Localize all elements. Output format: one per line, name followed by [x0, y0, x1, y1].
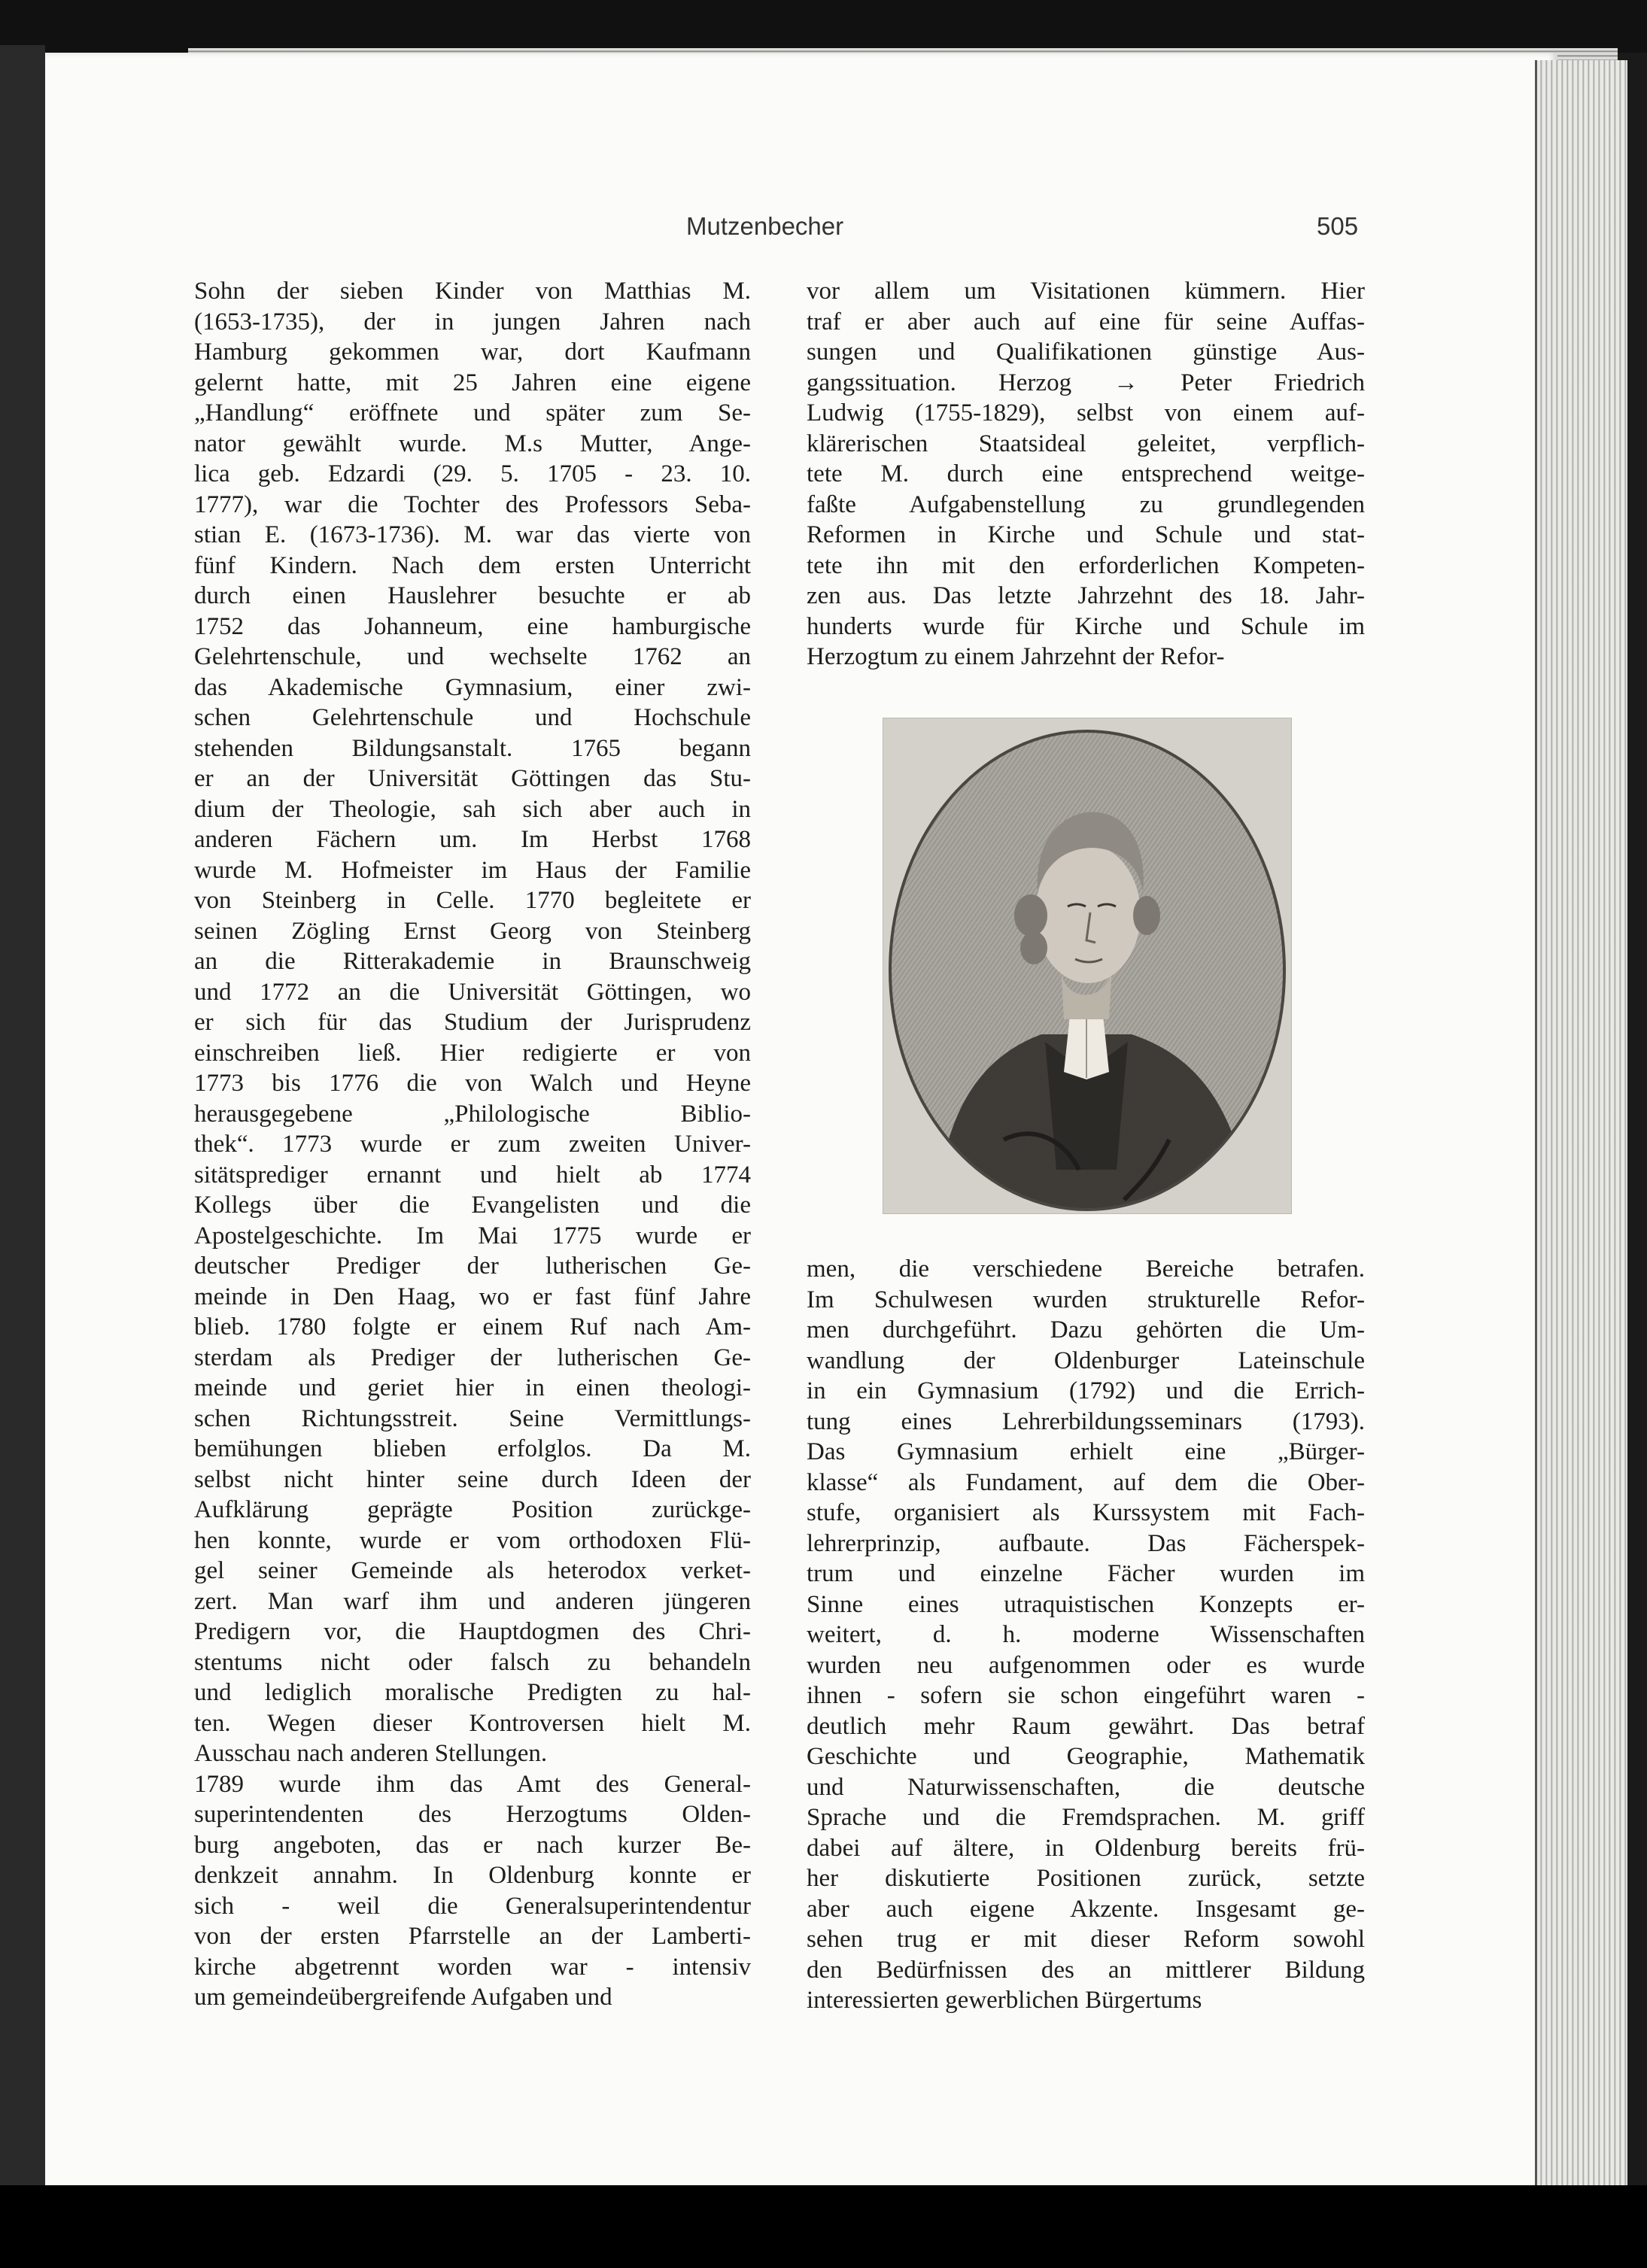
text-line: vor allem um Visitationen kümmern. Hier: [807, 278, 1365, 305]
text-line: klasse“ als Fundament, auf dem die Ober-: [807, 1468, 1365, 1496]
text-line: er sich für das Studium der Jurisprudenz: [194, 1009, 751, 1036]
text-line: anderen Fächern um. Im Herbst 1768: [194, 826, 751, 853]
text-line: stufe, organisiert als Kurssystem mit Fach-: [807, 1499, 1365, 1526]
text-line: Sprache und die Fremdsprachen. M. griff: [807, 1804, 1365, 1831]
scan-background-top: [0, 0, 1647, 53]
text-column-left: [194, 276, 751, 2013]
text-line: das Akademische Gymnasium, einer zwi-: [194, 673, 751, 701]
text-line: wandlung der Oldenburger Lateinschule: [807, 1347, 1365, 1374]
text-line: seinen Zögling Ernst Georg von Steinberg: [194, 917, 751, 945]
text-line: und 1772 an die Universität Göttingen, wo: [194, 978, 751, 1006]
text-line: Im Schulwesen wurden strukturelle Refor-: [807, 1286, 1365, 1313]
text-line: lica geb. Edzardi (29. 5. 1705 - 23. 10.: [194, 460, 751, 487]
text-line: trum und einzelne Fächer wurden im: [807, 1560, 1365, 1587]
text-line: 1752 das Johanneum, eine hamburgische: [194, 612, 751, 640]
text-column-right-bottom: [807, 1254, 1365, 2016]
text-column-right-top: [807, 276, 1365, 673]
page-edges-right: [1535, 60, 1627, 2189]
text-line: in ein Gymnasium (1792) und die Errich-: [807, 1377, 1365, 1404]
text-line: herausgegebene „Philologische Biblio-: [194, 1100, 751, 1128]
text-line: blieb. 1780 folgte er einem Ruf nach Am-: [194, 1313, 751, 1340]
text-line: tete M. durch eine entsprechend weitge-: [807, 460, 1365, 487]
text-line: und lediglich moralische Predigten zu hal-: [194, 1679, 751, 1706]
text-line: ten. Wegen dieser Kontroversen hielt M.: [194, 1709, 751, 1737]
text-line: tung eines Lehrerbildungsseminars (1793).: [807, 1407, 1365, 1435]
text-line: durch einen Hauslehrer besuchte er ab: [194, 582, 751, 609]
text-line: faßte Aufgabenstellung zu grundlegenden: [807, 490, 1365, 518]
text-line: denkzeit annahm. In Oldenburg konnte er: [194, 1862, 751, 1889]
text-line: hen konnte, wurde er vom orthodoxen Flü-: [194, 1526, 751, 1554]
text-line: nator gewählt wurde. M.s Mutter, Ange-: [194, 430, 751, 457]
text-line: gel seiner Gemeinde als heterodox verket-: [194, 1557, 751, 1584]
text-line: 1777), war die Tochter des Professors Seba-: [194, 490, 751, 518]
text-line: sungen und Qualifikationen günstige Aus-: [807, 339, 1365, 366]
text-line: tete ihn mit den erforderlichen Kompeten-: [807, 551, 1365, 579]
text-line: Aufklärung geprägte Position zurückge-: [194, 1496, 751, 1523]
text-line: dium der Theologie, sah sich aber auch in: [194, 795, 751, 823]
text-line: um gemeindeübergreifende Aufgaben und: [194, 1984, 612, 2011]
text-line: Ludwig (1755-1829), selbst von einem auf-: [807, 399, 1365, 427]
portrait-illustration: [883, 718, 1291, 1213]
text-line: hunderts wurde für Kirche und Schule im: [807, 612, 1365, 640]
running-head: Mutzenbecher: [686, 212, 844, 240]
text-line: selbst nicht hinter seine durch Ideen der: [194, 1465, 751, 1493]
text-line: Geschichte und Geographie, Mathematik: [807, 1743, 1365, 1770]
text-line: fünf Kindern. Nach dem ersten Unterricht: [194, 551, 751, 579]
text-line: einschreiben ließ. Hier redigierte er von: [194, 1039, 751, 1067]
text-line: superintendenten des Herzogtums Olden-: [194, 1801, 751, 1828]
text-line: meinde und geriet hier in einen theologi-: [194, 1374, 751, 1401]
text-line: bemühungen blieben erfolglos. Da M.: [194, 1435, 751, 1462]
text-line: Ausschau nach anderen Stellungen.: [194, 1740, 548, 1767]
text-line: aber auch eigene Akzente. Insgesamt ge-: [807, 1895, 1365, 1923]
text-line: stehenden Bildungsanstalt. 1765 begann: [194, 734, 751, 762]
text-line: deutlich mehr Raum gewährt. Das betraf: [807, 1712, 1365, 1740]
text-line: kirche abgetrennt worden war - intensiv: [194, 1953, 751, 1981]
text-line: 1789 wurde ihm das Amt des General-: [194, 1770, 751, 1798]
text-line: Predigern vor, die Hauptdogmen des Chri-: [194, 1618, 751, 1645]
text-line: her diskutierte Positionen zurück, setzte: [807, 1865, 1365, 1892]
text-line: Kollegs über die Evangelisten und die: [194, 1192, 751, 1219]
text-line: interessierten gewerblichen Bürgertums: [807, 1987, 1202, 2014]
text-line: Apostelgeschichte. Im Mai 1775 wurde er: [194, 1222, 751, 1249]
text-line: er an der Universität Göttingen das Stu-: [194, 765, 751, 792]
text-line: Herzogtum zu einem Jahrzehnt der Refor-: [807, 643, 1225, 670]
text-line: men durchgeführt. Dazu gehörten die Um-: [807, 1316, 1365, 1343]
text-line: schen Richtungsstreit. Seine Vermittlungs-: [194, 1404, 751, 1432]
portrait-engraving: [883, 718, 1291, 1213]
text-line: zert. Man warf ihm und anderen jüngeren: [194, 1587, 751, 1615]
text-line: 1773 bis 1776 die von Walch und Heyne: [194, 1070, 751, 1097]
text-line: Das Gymnasium erhielt eine „Bürger-: [807, 1438, 1365, 1465]
text-line: dabei auf ältere, in Oldenburg bereits frü-: [807, 1834, 1365, 1862]
page-number: 505: [1317, 212, 1359, 240]
text-line: stentums nicht oder falsch zu behandeln: [194, 1648, 751, 1676]
text-line: lehrerprinzip, aufbaute. Das Fächerspek-: [807, 1529, 1365, 1557]
text-line: klärerischen Staatsideal geleitet, verpflich-: [807, 430, 1365, 457]
text-line: (1653-1735), der in jungen Jahren nach: [194, 308, 751, 335]
text-line: weitert, d. h. moderne Wissenschaften: [807, 1621, 1365, 1648]
text-line: stian E. (1673-1736). M. war das vierte von: [194, 521, 751, 548]
text-line: sich - weil die Generalsuperintendentur: [194, 1892, 751, 1920]
text-line: Sinne eines utraquistischen Konzepts er-: [807, 1590, 1365, 1618]
text-line: sitätsprediger ernannt und hielt ab 1774: [194, 1161, 751, 1189]
text-line: traf er aber auch auf eine für seine Auffas-: [807, 308, 1365, 335]
text-line: ihnen - sofern sie schon eingeführt waren -: [807, 1682, 1365, 1709]
text-line: an die Ritterakademie in Braunschweig: [194, 948, 751, 975]
book-gutter: [0, 45, 45, 2197]
text-line: wurden neu aufgenommen oder es wurde: [807, 1651, 1365, 1679]
text-line: gangssituation. Herzog → Peter Friedrich: [807, 369, 1365, 396]
text-line: zen aus. Das letzte Jahrzehnt des 18. Jahr-: [807, 582, 1365, 609]
text-line: thek“. 1773 wurde er zum zweiten Univer-: [194, 1131, 751, 1158]
text-line: von der ersten Pfarrstelle an der Lamberti-: [194, 1923, 751, 1950]
text-line: wurde M. Hofmeister im Haus der Familie: [194, 856, 751, 884]
text-line: Hamburg gekommen war, dort Kaufmann: [194, 339, 751, 366]
text-line: sehen trug er mit dieser Reform sowohl: [807, 1926, 1365, 1953]
text-line: sterdam als Prediger der lutherischen Ge-: [194, 1343, 751, 1371]
text-line: den Bedürfnissen des an mittlerer Bildung: [807, 1956, 1365, 1984]
text-line: schen Gelehrtenschule und Hochschule: [194, 704, 751, 731]
text-line: von Steinberg in Celle. 1770 begleitete er: [194, 887, 751, 914]
text-line: „Handlung“ eröffnete und später zum Se-: [194, 399, 751, 427]
text-line: burg angeboten, das er nach kurzer Be-: [194, 1831, 751, 1859]
text-line: deutscher Prediger der lutherischen Ge-: [194, 1252, 751, 1280]
text-line: meinde in Den Haag, wo er fast fünf Jahre: [194, 1283, 751, 1310]
text-line: Sohn der sieben Kinder von Matthias M.: [194, 278, 751, 305]
scan-background-bottom: [0, 2185, 1647, 2268]
text-line: men, die verschiedene Bereiche betrafen.: [807, 1255, 1365, 1283]
text-line: Gelehrtenschule, und wechselte 1762 an: [194, 643, 751, 670]
text-line: Reformen in Kirche und Schule und stat-: [807, 521, 1365, 548]
text-line: gelernt hatte, mit 25 Jahren eine eigene: [194, 369, 751, 396]
text-line: und Naturwissenschaften, die deutsche: [807, 1773, 1365, 1801]
